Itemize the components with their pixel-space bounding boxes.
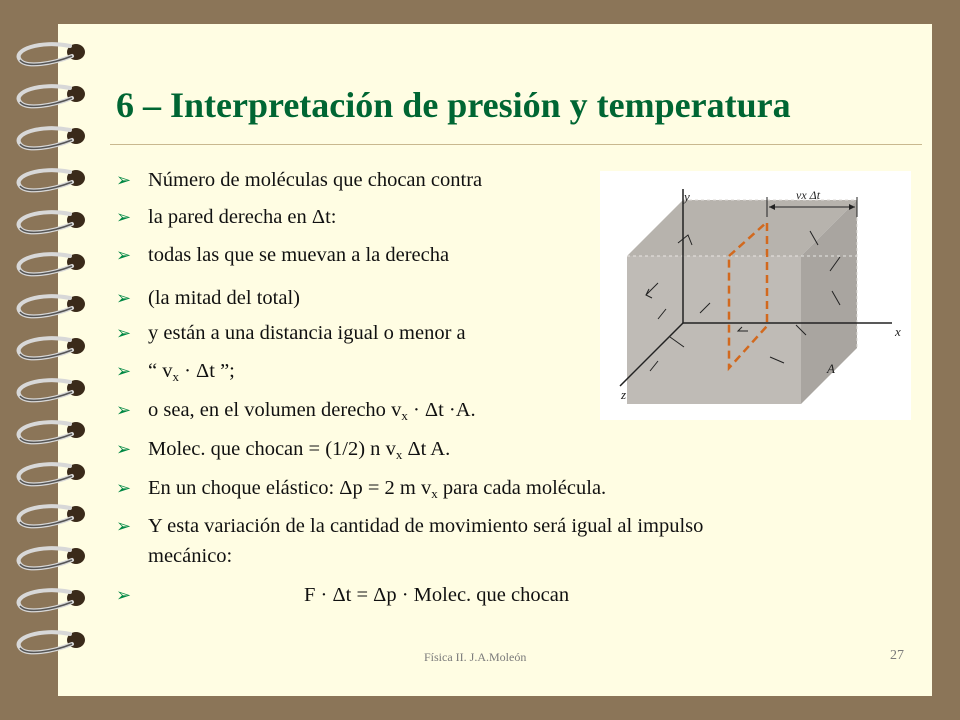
bullet-text: F · Δt = Δp · Molec. que chocan: [304, 584, 570, 606]
axis-z-label: z: [621, 387, 627, 402]
bullet-text: mecánico:: [148, 545, 233, 567]
axis-x-label: x: [895, 324, 901, 339]
arrowhead-bullet-icon: ➢: [116, 478, 132, 498]
arrowhead-bullet-icon: ➢: [116, 516, 132, 536]
page-number: 27: [890, 648, 904, 663]
bullet-text: Molec. que chocan = (1/2) n $v_x$ Δt A.: [148, 438, 451, 462]
arrowhead-bullet-icon: ➢: [116, 585, 132, 605]
arrowhead-bullet-icon: ➢: [116, 288, 132, 308]
bullet-text: (la mitad del total): [148, 287, 300, 309]
bullet-text: En un choque elástico: Δp = 2 m $v_x$ para cada molécula.: [148, 477, 607, 501]
slide-footer: Física II. J.A.Moleón: [424, 650, 527, 664]
bullet-text: o sea, en el volumen derecho $v_x \cdot \Delta t \cdot A$.: [148, 399, 476, 423]
axis-y-label: y: [684, 189, 690, 204]
bullet-text: y están a una distancia igual o menor a: [148, 322, 466, 344]
dimension-label: vx Δt: [796, 188, 821, 202]
arrowhead-bullet-icon: ➢: [116, 323, 132, 343]
arrowhead-bullet-icon: ➢: [116, 400, 132, 420]
bullet-text: todas las que se muevan a la derecha: [148, 244, 450, 266]
arrowhead-bullet-icon: ➢: [116, 170, 132, 190]
slide-title: 6 – Interpretación de presión y temperatura: [116, 85, 791, 125]
bullet-text: Y esta variación de la cantidad de movimiento será igual al impulso: [148, 515, 704, 537]
arrowhead-bullet-icon: ➢: [116, 207, 132, 227]
bullet-text: “ $v_x \cdot \Delta t$ ”;: [148, 360, 235, 384]
area-label: A: [827, 361, 835, 376]
bullet-text: la pared derecha en Δt:: [148, 206, 337, 228]
arrowhead-bullet-icon: ➢: [116, 439, 132, 459]
arrowhead-bullet-icon: ➢: [116, 361, 132, 381]
bullet-text: Número de moléculas que chocan contra: [148, 169, 483, 191]
arrowhead-bullet-icon: ➢: [116, 245, 132, 265]
